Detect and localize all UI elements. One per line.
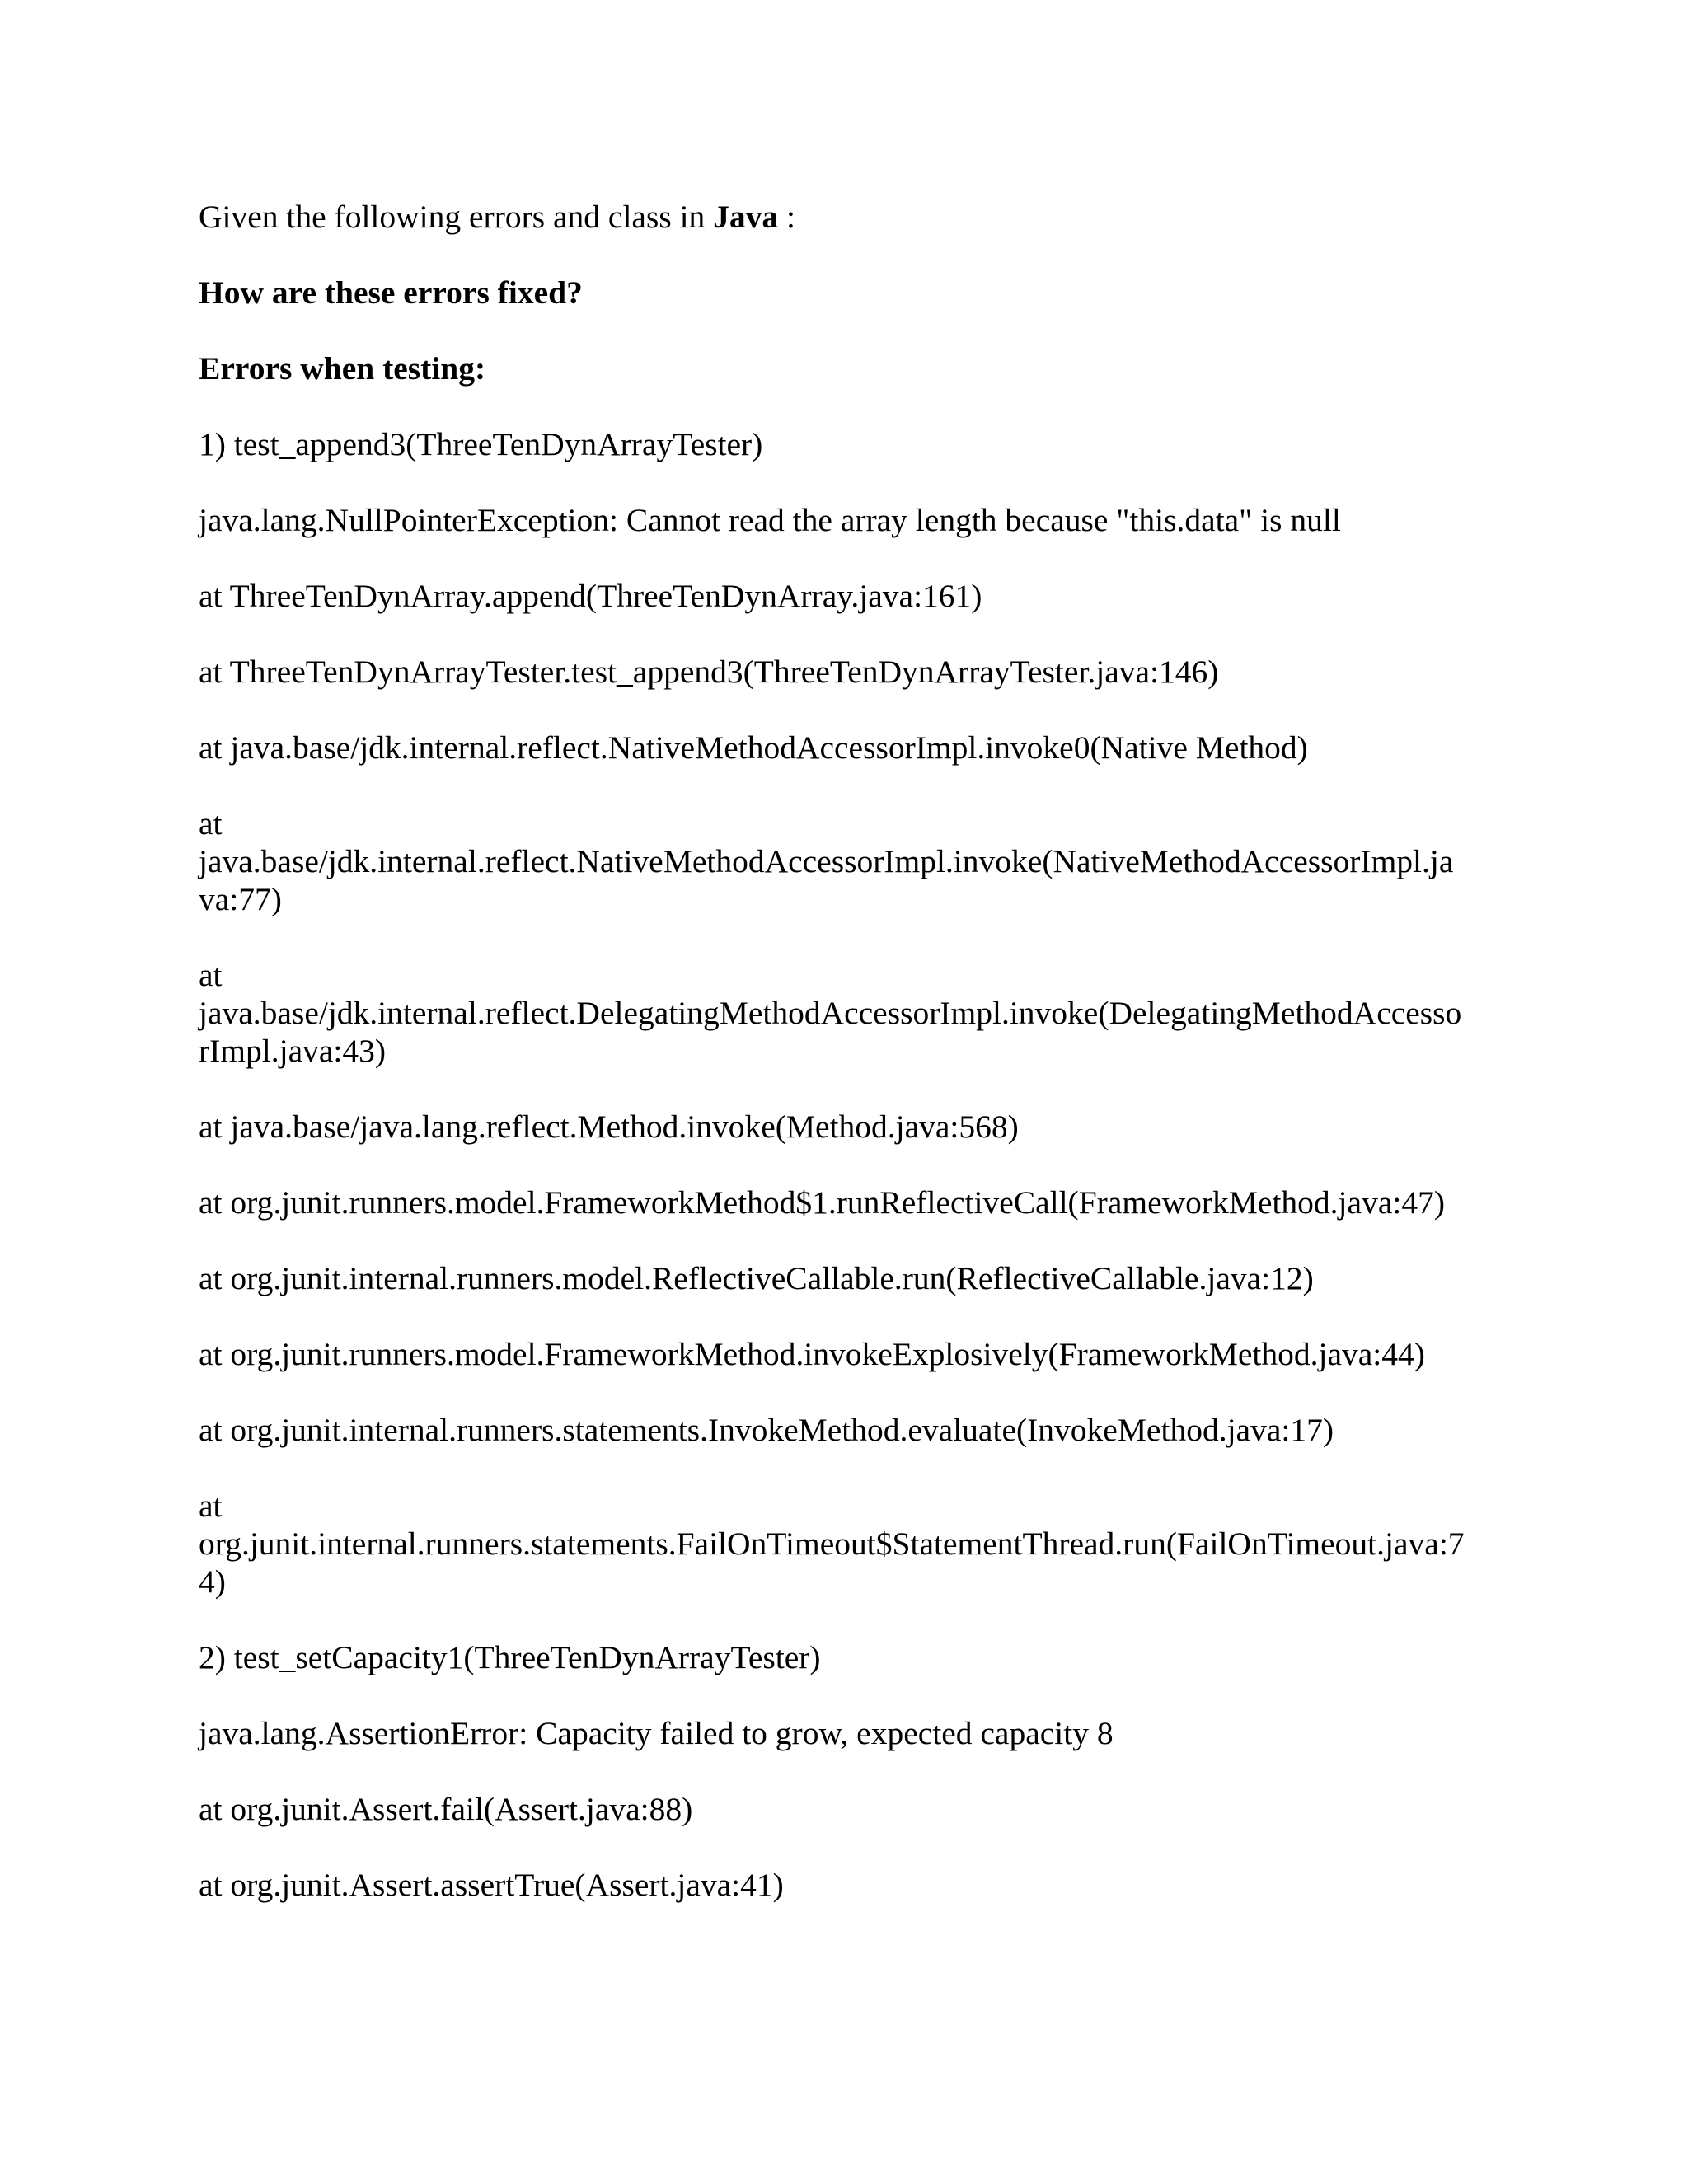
error1-trace-line: at java.base/jdk.internal.reflect.NativeMethodAccessorImpl.invoke0(Native Method) — [199, 729, 1308, 766]
question-heading: How are these errors fixed? — [199, 274, 583, 311]
error1-trace-line: at org.junit.runners.model.FrameworkMethod.invokeExplosively(FrameworkMethod.java:44) — [199, 1336, 1425, 1372]
trace-fragment: va:77) — [199, 881, 282, 917]
error1-trace-line-wrapped — [199, 956, 1484, 1070]
intro-suffix: : — [778, 199, 796, 235]
error2-message: java.lang.AssertionError: Capacity failed to grow, expected capacity 8 — [199, 1715, 1114, 1751]
error2-trace-line: at org.junit.Assert.assertTrue(Assert.java:41) — [199, 1867, 784, 1903]
trace-fragment: 4) — [199, 1563, 226, 1600]
document-body — [199, 198, 1484, 1942]
error1-trace-line: at java.base/java.lang.reflect.Method.invoke(Method.java:568) — [199, 1108, 1019, 1145]
errors-heading: Errors when testing: — [199, 350, 486, 387]
trace-fragment: org.junit.internal.runners.statements.FailOnTimeout$StatementThread.run(FailOnTimeout.java:7 — [199, 1526, 1465, 1562]
error2-trace-line: at org.junit.Assert.fail(Assert.java:88) — [199, 1791, 693, 1827]
error2-title: 2) test_setCapacity1(ThreeTenDynArrayTester) — [199, 1639, 821, 1675]
error1-trace-line-wrapped — [199, 804, 1484, 918]
error1-title: 1) test_append3(ThreeTenDynArrayTester) — [199, 426, 763, 462]
error1-trace-line: at org.junit.internal.runners.model.ReflectiveCallable.run(ReflectiveCallable.java:12) — [199, 1260, 1314, 1296]
error1-message: java.lang.NullPointerException: Cannot read the array length because "this.data" is null — [199, 502, 1341, 538]
error1-trace-line: at org.junit.internal.runners.statements.InvokeMethod.evaluate(InvokeMethod.java:17) — [199, 1412, 1334, 1448]
error1-trace-line: at ThreeTenDynArray.append(ThreeTenDynArray.java:161) — [199, 578, 982, 614]
intro-prefix: Given the following errors and class in — [199, 199, 714, 235]
intro-paragraph — [199, 198, 1484, 236]
trace-fragment: java.base/jdk.internal.reflect.DelegatingMethodAccessorImpl.invoke(DelegatingMethodAccesso — [199, 995, 1462, 1031]
trace-fragment: at — [199, 957, 223, 993]
trace-fragment: java.base/jdk.internal.reflect.NativeMethodAccessorImpl.invoke(NativeMethodAccessorImpl.ja — [199, 843, 1454, 879]
trace-fragment: at — [199, 805, 223, 841]
trace-fragment: rImpl.java:43) — [199, 1033, 387, 1069]
error1-trace-line: at org.junit.runners.model.FrameworkMethod$1.runReflectiveCall(FrameworkMethod.java:47) — [199, 1184, 1445, 1221]
intro-language: Java — [713, 199, 779, 235]
error1-trace-line: at ThreeTenDynArrayTester.test_append3(ThreeTenDynArrayTester.java:146) — [199, 654, 1219, 690]
error1-trace-line-wrapped — [199, 1487, 1484, 1601]
trace-fragment: at — [199, 1488, 223, 1524]
